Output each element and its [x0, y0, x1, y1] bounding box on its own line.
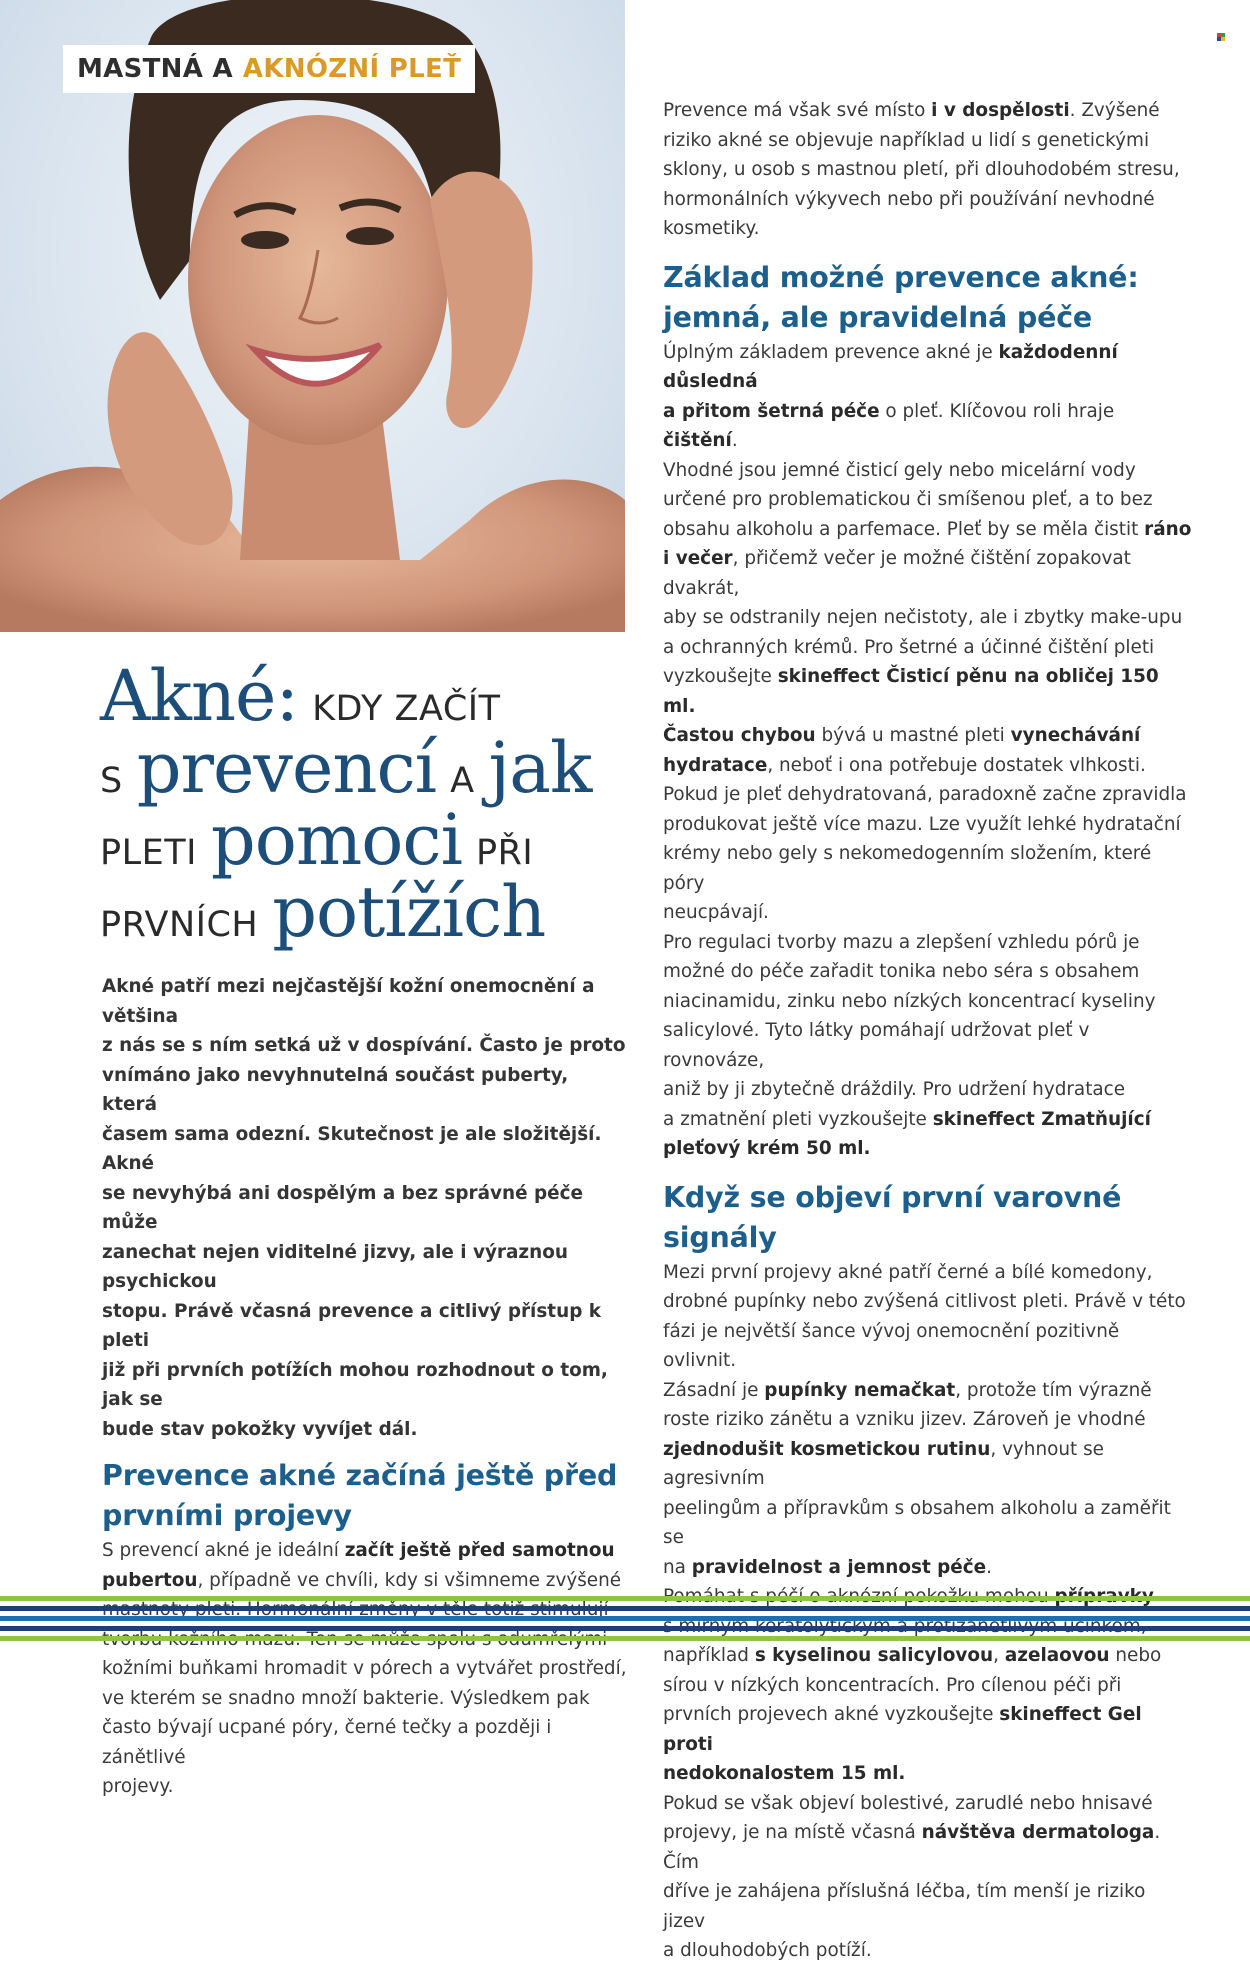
text-line: na pravidelnost a jemnost péče. [663, 1556, 993, 1578]
text-line: již při prvních potížích mohou rozhodnout o tom, jak se [102, 1359, 608, 1410]
text-line: obsahu alkoholu a parfemace. Pleť by se měla čistit ráno [663, 518, 1192, 540]
title-word-prevenci: prevencí [136, 727, 437, 809]
text-line: určené pro problematickou či smíšenou pleť, a to bez [663, 489, 1153, 510]
hero-photo [0, 0, 625, 632]
text-line: pubertou, případně ve chvíli, kdy si všimneme zvýšené [102, 1569, 622, 1591]
title-word-prvnich: PRVNÍCH [100, 905, 259, 945]
left-column [102, 972, 627, 1802]
text-line: aby se odstranily nejen nečistoty, ale i zbytky make-upu [663, 607, 1183, 628]
text-line: peelingům a přípravkům s obsahem alkoholu a zaměřit se [663, 1497, 1171, 1548]
stripe-green [0, 1596, 1250, 1601]
title-word-pomoci: pomoci [210, 799, 462, 881]
text-line: Pokud je pleť dehydratovaná, paradoxně začne zpravidla [663, 784, 1187, 805]
text-line: se nevyhýbá ani dospělým a bez správné péče může [102, 1182, 583, 1233]
text-line: Prevence má však své místo i v dospělosti. Zvýšené [663, 100, 1160, 121]
text-line: Častou chybou bývá u mastné pleti vynechávání [663, 725, 1141, 746]
right-column [663, 96, 1193, 1966]
text-line: a zmatnění pleti vyzkoušejte skineffect Zmatňující [663, 1108, 1151, 1130]
text-line: hydratace, neboť i ona potřebuje dostatek vlhkosti. [663, 754, 1146, 776]
text-line: nedokonalostem 15 ml. [663, 1763, 906, 1784]
text-line: projevy. [102, 1776, 174, 1797]
text-line: projevy, je na místě včasná návštěva dermatologa. Čím [663, 1822, 1161, 1873]
text-line: Mezi první projevy akné patří černé a bílé komedony, [663, 1261, 1153, 1283]
text-line: například s kyselinou salicylovou, azelaovou nebo [663, 1645, 1162, 1666]
text-line: zjednodušit kosmetickou rutinu, vyhnout se agresivním [663, 1438, 1104, 1489]
text-line: Zásadní je pupínky nemačkat, protože tím výrazně [663, 1379, 1152, 1401]
text-line: produkovat ještě více mazu. Lze využít lehké hydratační [663, 813, 1181, 835]
title-word-kdy-zacit: KDY ZAČÍT [312, 689, 501, 729]
text-line: stopu. Právě včasná prevence a citlivý přístup k pleti [102, 1300, 601, 1351]
title-word-potizich: potížích [272, 871, 546, 953]
stripe-navy-2 [0, 1626, 1250, 1631]
section-heading-zaklad: Základ možné prevence akné: jemná, ale pravidelná péče [663, 260, 1139, 334]
section-heading-signaly: Když se objeví první varovné signály [663, 1180, 1122, 1254]
page-title [100, 655, 620, 953]
text-line: niacinamidu, zinku nebo nízkých koncentrací kyseliny [663, 990, 1156, 1012]
text-line: prvních projevech akné vyzkoušejte skineffect Gel proti [663, 1704, 1142, 1755]
text-line: kožními buňkami hromadit v pórech a vytvářet prostředí, [102, 1658, 627, 1679]
title-word-akne: Akné: [100, 655, 299, 737]
section-tag [63, 45, 475, 93]
title-word-pri: PŘI [476, 833, 534, 873]
text-line: bude stav pokožky vyvíjet dál. [102, 1418, 418, 1440]
text-line: a přitom šetrná péče o pleť. Klíčovou roli hraje čištění. [663, 400, 1115, 451]
text-line: a dlouhodobých potíží. [663, 1940, 872, 1961]
text-line: ve kterém se snadno množí bakterie. Výsledkem pak [102, 1687, 590, 1709]
text-line: aniž by ji zbytečně dráždily. Pro udržení hydratace [663, 1079, 1126, 1100]
text-line: sírou v nízkých koncentracích. Pro cílenou péči při [663, 1674, 1122, 1696]
text-line: vnímáno jako nevyhnutelná součást puberty, která [102, 1064, 569, 1115]
text-line: roste riziko zánětu a vzniku jizev. Zároveň je vhodné [663, 1409, 1146, 1430]
text-line: fázi je největší šance vývoj onemocnění pozitivně ovlivnit. [663, 1320, 1120, 1371]
section-tag-part2: AKNÓZNÍ PLEŤ [242, 54, 462, 84]
title-word-a: A [450, 761, 475, 801]
zaklad-paragraph [663, 338, 1193, 1164]
text-line: drobné pupínky nebo zvýšená citlivost pleti. Právě v této [663, 1291, 1186, 1312]
text-line: neucpávají. [663, 902, 769, 923]
text-line: Pokud se však objeví bolestivé, zarudlé nebo hnisavé [663, 1792, 1153, 1814]
text-line: zanechat nejen viditelné jizvy, ale i výraznou psychickou [102, 1241, 568, 1292]
footer-stripes [0, 1596, 1250, 1646]
text-line: Vhodné jsou jemné čisticí gely nebo micelární vody [663, 459, 1136, 481]
text-line: salicylové. Tyto látky pomáhají udržovat pleť v rovnováze, [663, 1020, 1090, 1071]
title-word-s: S [100, 761, 123, 801]
title-word-jak: jak [488, 727, 592, 809]
text-line: časem sama odezní. Skutečnost je ale složitější. Akné [102, 1123, 602, 1174]
text-line: Úplným základem prevence akné je každodenní důsledná [663, 341, 1118, 392]
text-line: riziko akné se objevuje například u lidí s genetickými [663, 129, 1150, 151]
text-line: dříve je zahájena příslušná léčba, tím menší je riziko jizev [663, 1881, 1146, 1932]
text-line: hormonálních výkyvech nebo při používání nevhodné [663, 188, 1155, 210]
woman-portrait-illustration [0, 0, 625, 632]
text-line: Pro regulaci tvorby mazu a zlepšení vzhledu pórů je [663, 931, 1140, 953]
stripe-blue [0, 1616, 1250, 1621]
section-heading-prevence: Prevence akné začíná ještě před prvními projevy [102, 1459, 618, 1532]
intro-paragraph [102, 972, 627, 1444]
text-line: krémy nebo gely s nekomedogenním složením, které póry [663, 843, 1152, 894]
text-line: sklony, u osob s mastnou pletí, při dlouhodobém stresu, [663, 159, 1180, 180]
text-line: Akné patří mezi nejčastější kožní onemocnění a většina [102, 976, 595, 1027]
text-line: kosmetiky. [663, 218, 760, 239]
title-word-pleti: PLETI [100, 833, 197, 873]
corner-color-mark [1217, 33, 1225, 41]
text-line: vyzkoušejte skineffect Čisticí pěnu na obličej 150 ml. [663, 666, 1159, 717]
text-line: často bývají ucpané póry, černé tečky a později i zánětlivé [102, 1717, 552, 1768]
section-tag-part1: MASTNÁ A [77, 54, 233, 84]
text-line: pleťový krém 50 ml. [663, 1138, 871, 1159]
text-line: i večer, přičemž večer je možné čištění zopakovat dvakrát, [663, 548, 1131, 599]
stripe-navy [0, 1606, 1250, 1611]
text-line: možné do péče zařadit tonika nebo séra s obsahem [663, 961, 1140, 982]
text-line: z nás se s ním setká už v dospívání. Často je proto [102, 1035, 626, 1056]
text-line: S prevencí akné je ideální začít ještě před samotnou [102, 1540, 615, 1561]
text-line: a ochranných krémů. Pro šetrné a účinné čištění pleti [663, 636, 1155, 658]
stripe-green-2 [0, 1636, 1250, 1641]
adult-paragraph [663, 96, 1193, 244]
